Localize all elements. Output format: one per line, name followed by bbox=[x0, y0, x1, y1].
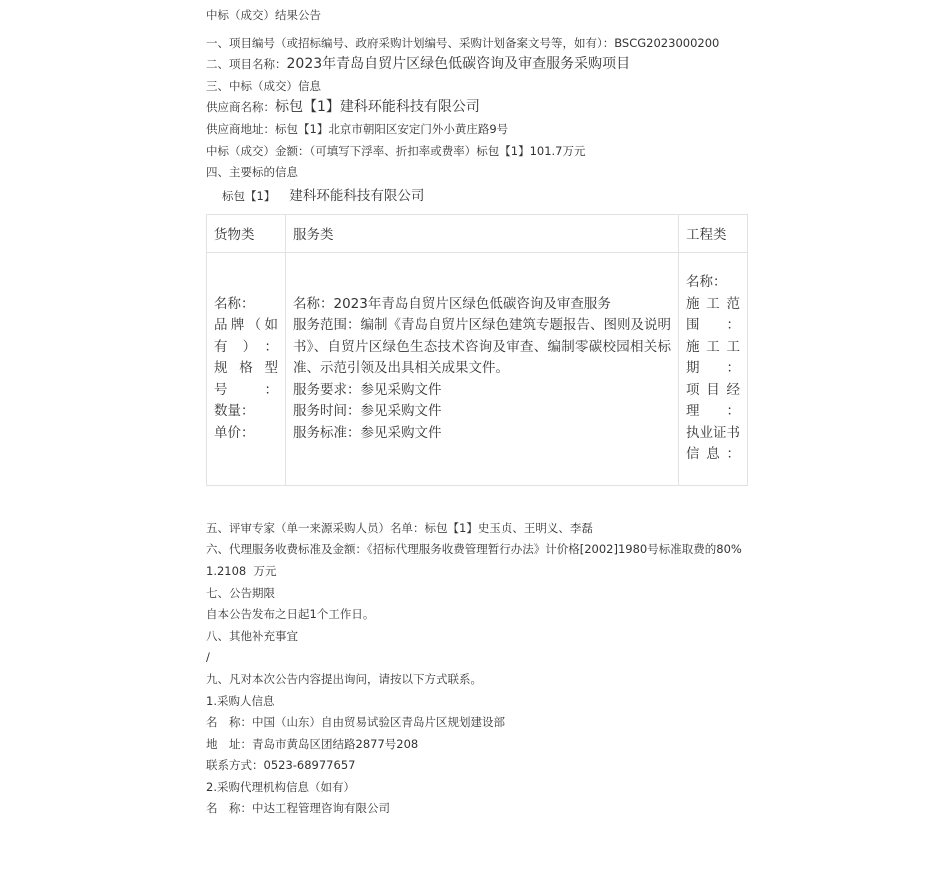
agency-name: 名 称：中达工程管理咨询有限公司 bbox=[206, 801, 390, 816]
section-9-heading: 九、凡对本次公告内容提出询问，请按以下方式联系。 bbox=[206, 671, 482, 686]
engineering-field: 施工工期： bbox=[686, 338, 740, 376]
engineering-field: 执业证书信息： bbox=[686, 424, 740, 462]
engineering-cell bbox=[679, 252, 748, 485]
announcement-title: 中标（成交）结果公告 bbox=[206, 8, 321, 22]
supplier-name-value: 标包【1】建科环能科技有限公司 bbox=[275, 99, 480, 116]
header-service: 服务类 bbox=[286, 214, 679, 252]
project-number-value: BSCG2023000200 bbox=[614, 35, 720, 50]
other-matters: / bbox=[206, 650, 210, 665]
buyer-name: 名 称：中国（山东）自由贸易试验区青岛片区规划建设部 bbox=[206, 715, 505, 730]
announcement bbox=[206, 0, 766, 820]
project-number bbox=[206, 33, 766, 55]
table-header-row bbox=[207, 214, 748, 252]
project-name bbox=[206, 54, 766, 76]
service-field: 服务时间：参见采购文件 bbox=[293, 403, 442, 419]
goods-field: 名称： bbox=[214, 295, 255, 312]
engineering-field: 项目经理： bbox=[686, 381, 740, 419]
supplier-name bbox=[206, 97, 766, 119]
section-3-heading: 三、中标（成交）信息 bbox=[206, 78, 321, 93]
table-row bbox=[207, 252, 748, 485]
section-8-heading: 八、其他补充事宜 bbox=[206, 628, 298, 643]
section-4-heading: 四、主要标的信息 bbox=[206, 165, 298, 180]
goods-cell bbox=[207, 252, 286, 485]
service-field: 服务要求：参见采购文件 bbox=[293, 381, 442, 398]
section-6-fee: 六、代理服务收费标准及金额：《招标代理服务收费管理暂行办法》计价格[2002]1980号标准取费的80% bbox=[206, 542, 742, 557]
package-supplier: 建科环能科技有限公司 bbox=[289, 187, 425, 204]
project-number-label: 一、项目编号（或招标编号、政府采购计划编号、采购计划备案文号等，如有）： bbox=[206, 35, 615, 50]
service-cell bbox=[286, 252, 679, 485]
service-field: 服务范围：编制《青岛自贸片区绿色建筑专题报告、图则及说明书》、自贸片区绿色生态技术咨询及审查、编制零碳校园相关标准、示范引领及出具相关成果文件。 bbox=[293, 317, 671, 376]
announcement-period: 自本公告发布之日起1个工作日。 bbox=[206, 607, 375, 622]
supplier-address: 供应商地址：标包【1】北京市朝阳区安定门外小黄庄路9号 bbox=[206, 121, 509, 136]
project-name-label: 二、项目名称： bbox=[206, 57, 287, 72]
section-7-heading: 七、公告期限 bbox=[206, 585, 275, 600]
project-name-value: 2023年青岛自贸片区绿色低碳咨询及审查服务采购项目 bbox=[286, 56, 631, 73]
goods-field: 单价： bbox=[214, 424, 255, 441]
service-field: 名称：2023年青岛自贸片区绿色低碳咨询及审查服务 bbox=[293, 295, 611, 312]
buyer-address: 地 址：青岛市黄岛区团结路2877号208 bbox=[206, 736, 419, 751]
bid-amount: 中标（成交）金额：（可填写下浮率、折扣率或费率）标包【1】101.7万元 bbox=[206, 143, 586, 158]
header-goods: 货物类 bbox=[207, 214, 286, 252]
package-line bbox=[206, 184, 766, 209]
buyer-contact: 联系方式：0523-68977657 bbox=[206, 758, 356, 773]
section-5-experts: 五、评审专家（单一来源采购人员）名单：标包【1】史玉贞、王明义、李磊 bbox=[206, 520, 593, 535]
fee-amount: 1.2108 万元 bbox=[206, 563, 277, 578]
supplier-name-label: 供应商名称： bbox=[206, 100, 275, 115]
engineering-field: 施工范围： bbox=[686, 295, 740, 333]
goods-field: 品牌（如有）： bbox=[214, 317, 278, 355]
header-engineering: 工程类 bbox=[679, 214, 748, 252]
package-label: 标包【1】 bbox=[222, 188, 276, 203]
goods-field: 数量： bbox=[214, 403, 255, 419]
service-field: 服务标准：参见采购文件 bbox=[293, 424, 442, 441]
engineering-field: 名称： bbox=[686, 274, 727, 290]
agency-info-title: 2.采购代理机构信息（如有） bbox=[206, 779, 355, 794]
subject-table bbox=[206, 214, 748, 486]
goods-field: 规格型号： bbox=[214, 360, 278, 398]
buyer-info-title: 1.采购人信息 bbox=[206, 693, 275, 708]
